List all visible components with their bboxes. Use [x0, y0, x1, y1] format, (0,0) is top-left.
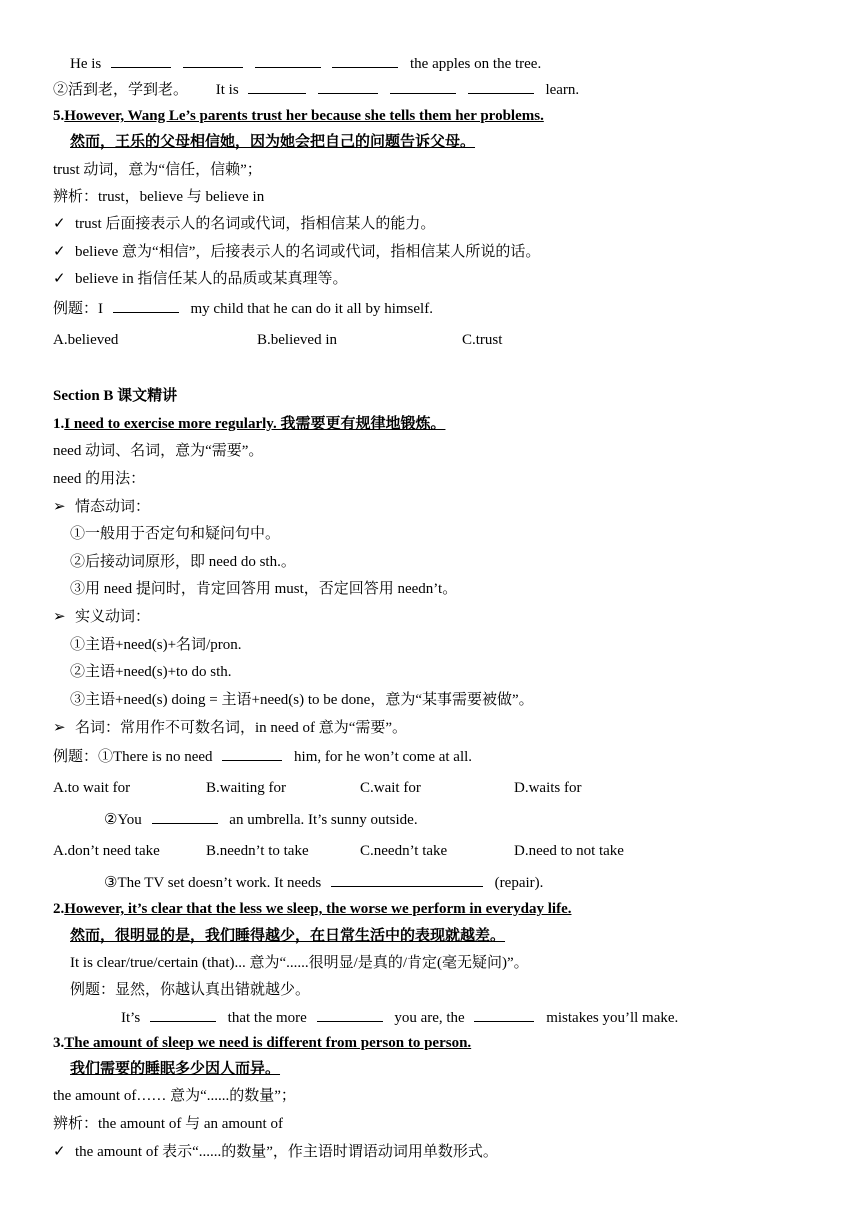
- answer-blank[interactable]: [332, 53, 398, 68]
- usage-heading: need 的用法：: [53, 471, 146, 487]
- text: learn.: [545, 82, 580, 98]
- definition: It is clear/true/certain (that)... 意为“......很明显/是真的/肯定(毫无疑问)”。: [70, 955, 529, 971]
- answer-blank[interactable]: [317, 1007, 383, 1022]
- definition: the amount of…… 意为“......的数量”；: [53, 1088, 296, 1104]
- check-icon: ✓: [53, 1144, 66, 1160]
- option-c[interactable]: C.wait for: [360, 780, 421, 796]
- text: 情态动词：: [75, 499, 151, 515]
- checklist-item: [53, 214, 435, 234]
- example-question-3: [104, 809, 418, 830]
- text: an umbrella. It’s sunny outside.: [229, 812, 418, 828]
- item-number: 2.: [53, 901, 65, 917]
- text: ②You: [104, 812, 142, 828]
- answer-blank[interactable]: [390, 79, 456, 94]
- answer-blank[interactable]: [468, 79, 534, 94]
- option-c[interactable]: C.trust: [462, 332, 503, 348]
- example-question-1: [53, 298, 433, 319]
- item-number: 1.: [53, 416, 65, 432]
- answer-blank[interactable]: [150, 1007, 216, 1022]
- item-number: 3.: [53, 1035, 65, 1051]
- text: believe 意为“相信”，后接表示人的名词或代词，指相信某人所说的话。: [75, 244, 541, 260]
- usage-point: ②主语+need(s)+to do sth.: [70, 664, 232, 680]
- option-c[interactable]: C.needn’t take: [360, 843, 448, 859]
- answer-blank[interactable]: [183, 53, 243, 68]
- option-d[interactable]: D.waits for: [514, 780, 582, 796]
- sentence-5-heading: [53, 106, 544, 126]
- bullet-item: [53, 718, 407, 738]
- answer-blank[interactable]: [331, 872, 483, 887]
- text: my child that he can do it all by himself.: [190, 301, 433, 317]
- text: him, for he won’t come at all.: [294, 749, 473, 765]
- sentence-2-heading: [53, 899, 571, 919]
- text: ②活到老，学到老。: [53, 82, 189, 98]
- sentence-english: I need to exercise more regularly. 我需要更有规律地锻炼。: [64, 416, 446, 432]
- check-icon: ✓: [53, 216, 66, 232]
- text: 实义动词：: [75, 609, 151, 625]
- usage-point: ①主语+need(s)+名词/pron.: [70, 637, 242, 653]
- text: It’s: [121, 1010, 141, 1026]
- bullet-item: [53, 607, 150, 627]
- sentence-english: However, Wang Le’s parents trust her because she tells them her problems.: [64, 108, 544, 124]
- sentence-3-heading: [53, 1033, 471, 1053]
- sentence-chinese: 然而，很明显的是，我们睡得越少，在日常生活中的表现就越差。: [70, 928, 506, 944]
- answer-blank[interactable]: [318, 79, 378, 94]
- answer-blank[interactable]: [248, 79, 306, 94]
- arrow-bullet-icon: ➢: [53, 720, 66, 736]
- sentence-chinese: 然而，王乐的父母相信她，因为她会把自己的问题告诉父母。: [70, 134, 476, 150]
- sentence-english: However, it’s clear that the less we sleep, the worse we perform in everyday life.: [64, 901, 572, 917]
- text: that the more: [227, 1010, 307, 1026]
- text: He is: [70, 56, 102, 72]
- check-icon: ✓: [53, 271, 66, 287]
- text: 例题：①There is no need: [53, 749, 213, 765]
- checklist-item: [53, 242, 540, 262]
- sentence-1-heading: [53, 414, 445, 434]
- option-d[interactable]: D.need to not take: [514, 843, 624, 859]
- section-heading: Section B 课文精讲: [53, 388, 178, 404]
- text: ③The TV set doesn’t work. It needs: [104, 875, 322, 891]
- fill-line-1: [70, 53, 541, 74]
- option-b[interactable]: B.waiting for: [206, 780, 286, 796]
- definition: trust 动词，意为“信任，信赖”；: [53, 162, 262, 178]
- example-question-2: [53, 746, 472, 767]
- answer-blank[interactable]: [152, 809, 218, 824]
- check-icon: ✓: [53, 244, 66, 260]
- arrow-bullet-icon: ➢: [53, 499, 66, 515]
- usage-point: ①一般用于否定句和疑问句中。: [70, 526, 281, 542]
- answer-blank[interactable]: [222, 746, 282, 761]
- text: It is: [215, 82, 239, 98]
- answer-blank[interactable]: [474, 1007, 534, 1022]
- item-number: 5.: [53, 108, 65, 124]
- option-b[interactable]: B.believed in: [257, 332, 337, 348]
- fill-line-2: [53, 79, 579, 100]
- comparison-heading: 辨析：the amount of 与 an amount of: [53, 1116, 283, 1132]
- option-a[interactable]: A.believed: [53, 332, 119, 348]
- text: the amount of 表示“......的数量”，作主语时谓语动词用单数形式。: [75, 1144, 498, 1160]
- usage-point: ③主语+need(s) doing = 主语+need(s) to be done，意为“某事需要被做”。: [70, 692, 534, 708]
- sentence-chinese: 我们需要的睡眠多少因人而异。: [70, 1061, 281, 1077]
- checklist-item: [53, 269, 347, 289]
- answer-blank[interactable]: [113, 298, 179, 313]
- option-b[interactable]: B.needn’t to take: [206, 843, 309, 859]
- text: 名词：常用作不可数名词，in need of 意为“需要”。: [75, 720, 408, 736]
- text: the apples on the tree.: [410, 56, 542, 72]
- comparison-heading: 辨析：trust，believe 与 believe in: [53, 189, 265, 205]
- example-question-4: [104, 872, 543, 893]
- checklist-item: [53, 1142, 498, 1162]
- bullet-item: [53, 497, 150, 517]
- definition: need 动词、名词，意为“需要”。: [53, 443, 264, 459]
- text: (repair).: [494, 875, 544, 891]
- answer-blank[interactable]: [255, 53, 321, 68]
- arrow-bullet-icon: ➢: [53, 609, 66, 625]
- answer-blank[interactable]: [111, 53, 171, 68]
- example-prompt: 例题：显然，你越认真出错就越少。: [70, 982, 311, 998]
- example-question-5: [121, 1007, 678, 1028]
- option-a[interactable]: A.don’t need take: [53, 843, 160, 859]
- text: mistakes you’ll make.: [546, 1010, 679, 1026]
- text: 例题：I: [53, 301, 103, 317]
- sentence-english: The amount of sleep we need is different from person to person.: [64, 1035, 472, 1051]
- option-a[interactable]: A.to wait for: [53, 780, 131, 796]
- usage-point: ③用 need 提问时，肯定回答用 must，否定回答用 needn’t。: [70, 581, 458, 597]
- usage-point: ②后接动词原形，即 need do sth.。: [70, 554, 296, 570]
- text: believe in 指信任某人的品质或某真理等。: [75, 271, 348, 287]
- text: you are, the: [394, 1010, 465, 1026]
- text: trust 后面接表示人的名词或代词，指相信某人的能力。: [75, 216, 436, 232]
